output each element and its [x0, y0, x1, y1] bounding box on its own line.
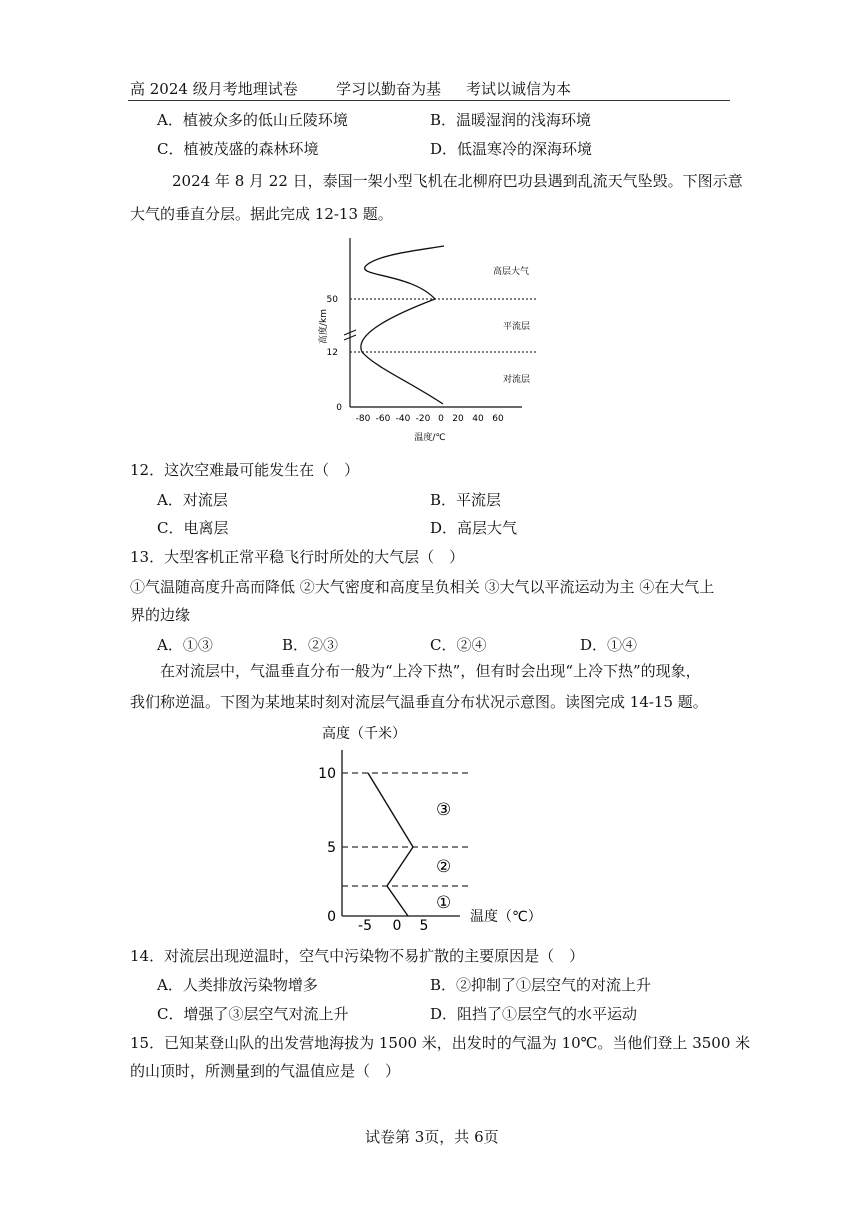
y-tick-10: 10 [318, 766, 336, 782]
layer-label-3: ③ [436, 800, 452, 820]
y-axis-label: 高度/km [319, 308, 329, 344]
passage1-line2: 大气的垂直分层。据此完成 12-13 题。 [130, 205, 393, 223]
prev-option-c: C．植被茂盛的森林环境 [157, 140, 319, 158]
y-tick-0: 0 [327, 909, 336, 925]
prev-option-b: B．温暖湿润的浅海环境 [430, 111, 592, 129]
q12-option-c: C．电离层 [157, 519, 229, 537]
layer-label-2: ② [436, 857, 452, 877]
y-tick-0: 0 [336, 403, 342, 413]
x-axis-label: 温度（℃） [470, 909, 542, 925]
x-tick-5: 5 [419, 918, 429, 934]
x-tick: -60 [375, 414, 391, 424]
passage2-line2: 我们称逆温。下图为某地某时刻对流层气温垂直分布状况示意图。读图完成 14-15 题。 [130, 693, 708, 711]
prev-option-d: D．低温寒冷的深海环境 [430, 140, 593, 158]
q13-option-c: C．②④ [430, 636, 487, 654]
q12-option-a: A．对流层 [157, 491, 228, 509]
header-motto-1: 学习以勤奋为基 [336, 80, 442, 98]
atmosphere-layers-chart [300, 232, 560, 447]
header-motto-2: 考试以诚信为本 [466, 80, 572, 98]
q14-option-a: A．人类排放污染物增多 [157, 976, 318, 994]
q13-statements-line1: ①气温随高度升高而降低 ②大气密度和高度呈负相关 ③大气以平流运动为主 ④在大气上 [130, 578, 715, 596]
layer-label-upper: 高层大气 [493, 267, 530, 277]
q14-option-c: C．增强了③层空气对流上升 [157, 1005, 349, 1023]
x-axis-label: 温度/℃ [414, 433, 446, 443]
prev-option-a: A．植被众多的低山丘陵环境 [157, 111, 348, 129]
inversion-chart [300, 718, 560, 934]
x-tick: 40 [472, 414, 484, 424]
temperature-curve [361, 246, 444, 404]
x-tick: -40 [395, 414, 411, 424]
x-tick: 60 [492, 414, 504, 424]
q12-stem: 12．这次空难最可能发生在（ ） [130, 461, 360, 479]
y-tick-50: 50 [326, 295, 338, 305]
x-tick: -20 [415, 414, 431, 424]
q12-option-b: B．平流层 [430, 491, 502, 509]
x-tick-0: 0 [392, 918, 402, 934]
layer-label-stratosphere: 平流层 [503, 322, 531, 332]
q13-option-b: B．②③ [282, 636, 339, 654]
q14-option-b: B．②抑制了①层空气的对流上升 [430, 976, 652, 994]
header-rule [128, 100, 730, 101]
q14-stem: 14．对流层出现逆温时，空气中污染物不易扩散的主要原因是（ ） [130, 947, 585, 965]
q15-stem-line2: 的山顶时，所测量到的气温值应是（ ） [130, 1062, 401, 1080]
passage2-line1: 在对流层中，气温垂直分布一般为“上冷下热”，但有时会出现“上冷下热”的现象， [160, 662, 701, 680]
y-tick-5: 5 [327, 840, 336, 856]
passage1-line1: 2024 年 8 月 22 日，泰国一架小型飞机在北柳府巴功县遇到乱流天气坠毁。下图示意 [172, 172, 743, 190]
y-axis-label: 高度（千米） [322, 726, 406, 742]
q13-option-a: A．①③ [157, 636, 213, 654]
layer-label-troposphere: 对流层 [503, 375, 531, 385]
y-tick-12: 12 [326, 348, 338, 358]
x-tick-neg5: -5 [358, 918, 372, 934]
q13-stem: 13．大型客机正常平稳飞行时所处的大气层（ ） [130, 548, 465, 566]
q13-statements-line2: 界的边缘 [130, 606, 191, 624]
page-footer: 试卷第 3页，共 6页 [365, 1128, 499, 1146]
q13-option-d: D．①④ [580, 636, 638, 654]
layer-label-1: ① [436, 893, 452, 913]
temperature-profile [368, 773, 413, 916]
x-tick: 20 [452, 414, 464, 424]
q12-option-d: D．高层大气 [430, 519, 518, 537]
q14-option-d: D．阻挡了①层空气的水平运动 [430, 1005, 638, 1023]
x-tick: -80 [355, 414, 371, 424]
x-tick: 0 [438, 414, 444, 424]
exam-title: 高 2024 级月考地理试卷 [130, 80, 298, 98]
q15-stem-line1: 15．已知某登山队的出发营地海拔为 1500 米，出发时的气温为 10℃。当他们登上 3500 米 [130, 1034, 751, 1052]
